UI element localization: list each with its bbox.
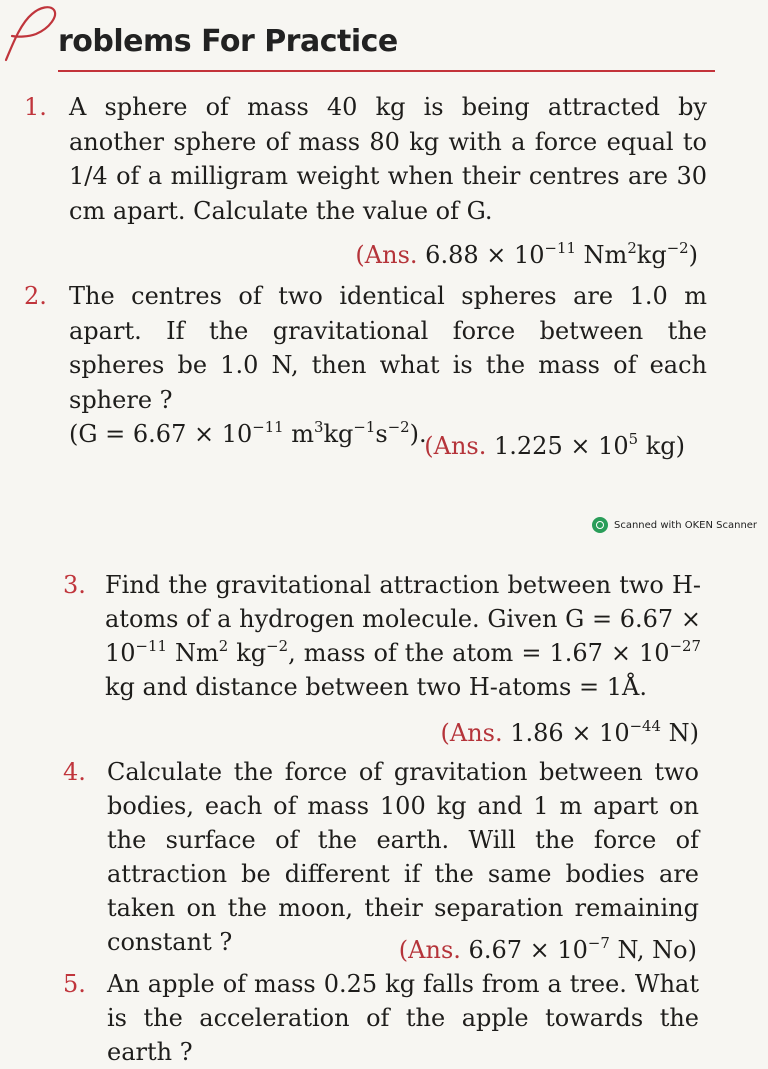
answer bbox=[355, 238, 698, 273]
given-exponent: −2 bbox=[387, 417, 410, 436]
problem-text-body: The centres of two identical spheres are 1.0 m apart. If the gravitational force between the spheres be 1.0 N, then what is the mass of each sphere ? bbox=[69, 282, 707, 414]
answer bbox=[424, 429, 685, 464]
given-constant bbox=[69, 417, 427, 448]
answer-unit: kg bbox=[636, 241, 667, 269]
page-header bbox=[0, 0, 768, 80]
problem-text-part: , mass of the atom = 1.67 × 10 bbox=[288, 639, 670, 667]
answer-exponent: −7 bbox=[587, 933, 610, 952]
scanner-watermark bbox=[592, 516, 757, 534]
problem-2 bbox=[24, 279, 707, 460]
answer-exponent: −44 bbox=[629, 716, 661, 735]
problem-5 bbox=[63, 967, 699, 1069]
given-unit: s bbox=[375, 420, 388, 448]
given-exponent: −11 bbox=[252, 417, 284, 436]
answer-label: (Ans. bbox=[355, 241, 418, 269]
given-close: ). bbox=[409, 420, 427, 448]
problem-text-part: kg and distance between two H-atoms = 1Å. bbox=[105, 673, 647, 701]
problem-4 bbox=[63, 755, 699, 964]
scanner-text: Scanned with OKEN Scanner bbox=[614, 519, 758, 531]
answer-close: ) bbox=[688, 241, 698, 269]
text-exponent: −27 bbox=[669, 636, 701, 655]
problem-number: 5. bbox=[63, 970, 86, 998]
problem-text bbox=[24, 279, 707, 452]
text-exponent: −11 bbox=[135, 636, 167, 655]
problem-number: 2. bbox=[24, 282, 47, 310]
answer-unit-exponent: −2 bbox=[666, 238, 689, 257]
answer-value: 6.67 × 10 bbox=[468, 936, 588, 964]
title-underline bbox=[58, 70, 715, 72]
answer-label: (Ans. bbox=[398, 936, 461, 964]
text-exponent: 2 bbox=[218, 636, 229, 655]
answer-unit: N, No) bbox=[609, 936, 697, 964]
problem-number: 4. bbox=[63, 758, 86, 786]
answer-unit: kg) bbox=[638, 432, 685, 460]
answer-value: 1.86 × 10 bbox=[510, 719, 630, 747]
problem-text-part: Find the gravitational attraction between two H-atoms of a hydrogen molecule. Given G = 6.67 × 10 bbox=[105, 571, 701, 667]
given-text: (G = 6.67 × 10 bbox=[69, 420, 253, 448]
text-exponent: −2 bbox=[266, 636, 289, 655]
page-title: roblems For Practice bbox=[58, 24, 398, 59]
answer bbox=[399, 933, 697, 968]
answer bbox=[441, 716, 700, 751]
given-unit: kg bbox=[323, 420, 354, 448]
problem-text: An apple of mass 0.25 kg falls from a tree. What is the acceleration of the apple towards the earth ? bbox=[107, 970, 699, 1066]
given-unit: m bbox=[283, 420, 315, 448]
problem-text bbox=[63, 568, 701, 704]
answer-label: (Ans. bbox=[424, 432, 487, 460]
problem-number: 3. bbox=[63, 571, 86, 599]
problem-text-part: Nm bbox=[166, 639, 219, 667]
answer-exponent: −11 bbox=[544, 238, 576, 257]
answer-unit-exponent: 2 bbox=[627, 238, 637, 257]
given-exponent: −1 bbox=[353, 417, 376, 436]
answer-unit: Nm bbox=[575, 241, 628, 269]
answer-value: 6.88 × 10 bbox=[425, 241, 545, 269]
answer-value: 1.225 × 10 bbox=[494, 432, 629, 460]
problem-text: Calculate the force of gravitation between two bodies, each of mass 100 kg and 1 m apart on the surface of the earth. Will the force of attraction be different if the same bodies are taken on the moon, their separation remaining constant ? bbox=[107, 758, 699, 956]
given-exponent: 3 bbox=[314, 417, 324, 436]
problem-text: A sphere of mass 40 kg is being attracted by another sphere of mass 80 kg with a force equal to 1/4 of a milligram weight when their centres are 30 cm apart. Calculate the value of G. bbox=[69, 93, 707, 225]
answer-label: (Ans. bbox=[440, 719, 503, 747]
problem-number: 1. bbox=[24, 93, 47, 121]
scanner-logo-icon bbox=[592, 517, 608, 533]
decorative-p-letter bbox=[2, 2, 62, 62]
answer-exponent: 5 bbox=[628, 429, 639, 448]
answer-unit: N) bbox=[661, 719, 699, 747]
problem-text-part: kg bbox=[228, 639, 267, 667]
